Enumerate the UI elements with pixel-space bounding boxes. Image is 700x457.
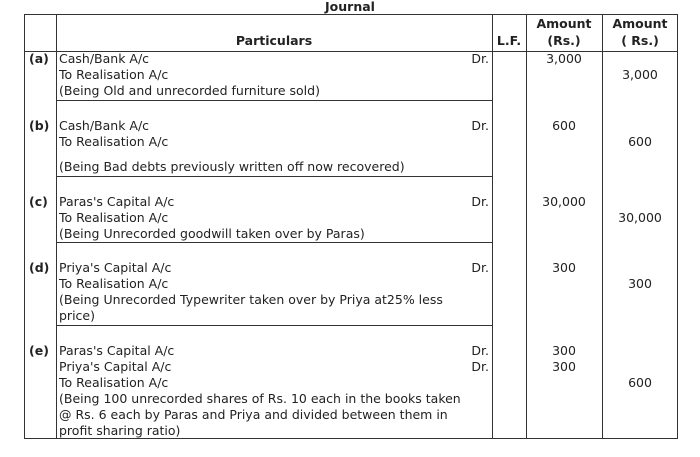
credit-account: To Realisation A/c: [59, 210, 169, 225]
dr-marker: Dr.: [471, 343, 489, 358]
debit-amount: 300: [552, 343, 576, 358]
dr-marker: Dr.: [471, 194, 489, 209]
debit-amount: 300: [552, 359, 576, 374]
entry-separator: [56, 176, 492, 177]
narration: (Being Old and unrecorded furniture sold): [59, 83, 320, 98]
lf-header: L.F.: [496, 33, 522, 48]
narration: (Being 100 unrecorded shares of Rs. 10 each in the books taken: [59, 391, 461, 406]
credit-account: To Realisation A/c: [59, 375, 169, 390]
debit-account: Paras's Capital A/c: [59, 343, 175, 358]
narration: profit sharing ratio): [59, 423, 181, 438]
dr-marker: Dr.: [471, 51, 489, 66]
entry-separator: [56, 325, 492, 326]
journal-title: Journal: [325, 0, 375, 14]
entry-separator: [56, 100, 492, 101]
credit-amount: 300: [628, 276, 652, 291]
debit-account: Cash/Bank A/c: [59, 118, 150, 133]
debit-account: Priya's Capital A/c: [59, 359, 172, 374]
credit-account: To Realisation A/c: [59, 276, 169, 291]
dr-marker: Dr.: [471, 260, 489, 275]
narration: (Being Unrecorded Typewriter taken over by Priya at25% less: [59, 292, 443, 307]
entry-label: (c): [29, 194, 48, 209]
credit-amount: 3,000: [622, 67, 658, 82]
debit-amount: 30,000: [542, 194, 586, 209]
debit-account: Priya's Capital A/c: [59, 260, 172, 275]
narration: price): [59, 308, 95, 323]
credit-amount-unit: ( Rs.): [621, 33, 659, 48]
credit-amount: 30,000: [618, 210, 662, 225]
entry-label: (b): [29, 118, 50, 133]
particulars-header: Particulars: [235, 33, 313, 48]
debit-amount: 300: [552, 260, 576, 275]
narration: (Being Unrecorded goodwill taken over by Paras): [59, 226, 365, 241]
credit-account: To Realisation A/c: [59, 134, 169, 149]
label-column-divider: [56, 15, 57, 438]
dr-marker: Dr.: [471, 118, 489, 133]
credit-amount: 600: [628, 375, 652, 390]
debit-amount-header: Amount: [536, 16, 592, 31]
entry-label: (e): [29, 343, 49, 358]
debit-amount-unit: (Rs.): [547, 33, 581, 48]
particulars-column-divider: [492, 15, 493, 438]
narration: (Being Bad debts previously written off now recovered): [59, 159, 405, 174]
narration: @ Rs. 6 each by Paras and Priya and divided between them in: [59, 407, 448, 422]
credit-amount: 600: [628, 134, 652, 149]
entry-label: (d): [29, 260, 50, 275]
debit-amount: 3,000: [546, 51, 582, 66]
debit-account: Paras's Capital A/c: [59, 194, 175, 209]
credit-account: To Realisation A/c: [59, 67, 169, 82]
debit-amount: 600: [552, 118, 576, 133]
journal-table: [24, 14, 678, 439]
entry-label: (a): [29, 51, 49, 66]
credit-amount-header: Amount: [612, 16, 668, 31]
entry-separator: [56, 242, 492, 243]
debit-account: Cash/Bank A/c: [59, 51, 150, 66]
dr-marker: Dr.: [471, 359, 489, 374]
